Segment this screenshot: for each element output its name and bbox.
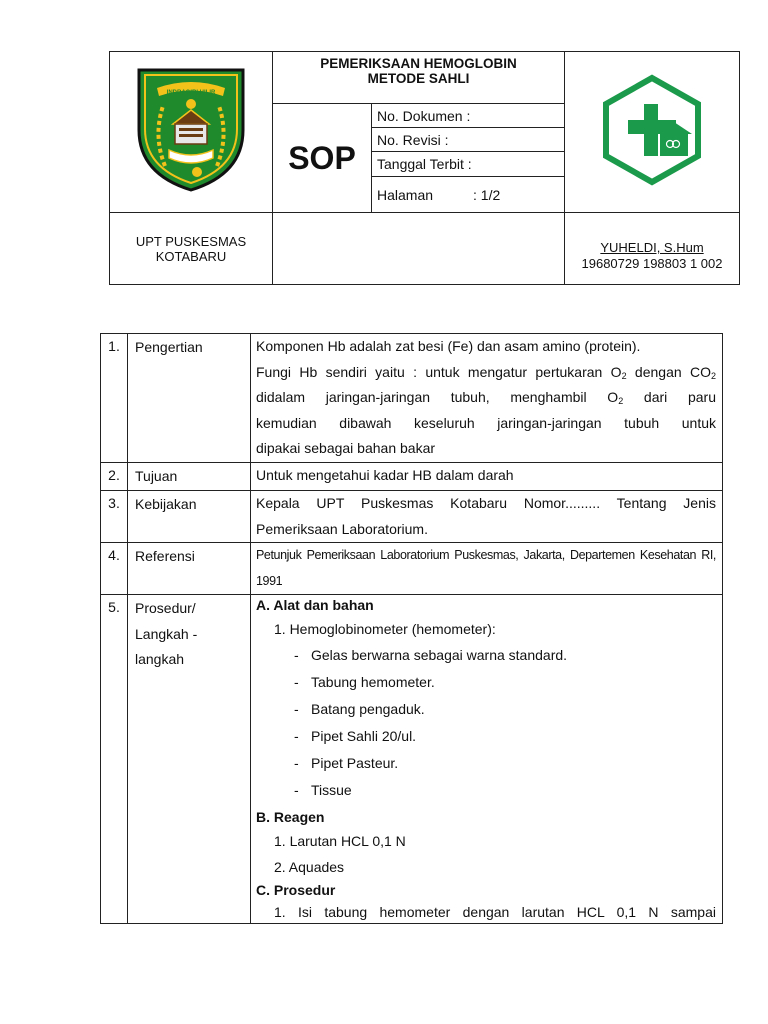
list-item: - Pipet Pasteur. [294, 755, 399, 771]
tanggal-terbit-field: Tanggal Terbit : [372, 152, 565, 177]
table-row: 4. Referensi Petunjuk Pemeriksaan Laboratorium Puskesmas, Jakarta, Departemen Kesehatan RI, 1991 [101, 543, 723, 595]
table-row: 5. Prosedur/ Langkah - langkah A. Alat dan bahan 1. Hemoglobinometer (hemometer): - Gelas berwarna sebagai warna standard. - Tabung hemometer. - Batang pengaduk. - Pipet Sahli 20/ul. - Pipet Pasteur. - Tissue B. Reagen 1. Larutan HCL 0,1 N 2. Aquades C. Prosedur 1. Isi tabung hemometer dengan larutan HCL 0,1 N sampai [101, 595, 723, 924]
signer-nip: 19680729 198803 1 002 [581, 256, 723, 271]
list-item: 1. Larutan HCL 0,1 N [274, 833, 406, 849]
halaman-field: Halaman : 1/2 [372, 177, 565, 213]
signer-name: YUHELDI, S.Hum [600, 240, 704, 255]
list-item: - Batang pengaduk. [294, 701, 425, 717]
table-row: 3. Kebijakan Kepala UPT Puskesmas Kotabaru Nomor......... Tentang Jenis Pemeriksaan Laboratorium. [101, 491, 723, 543]
section-heading: C. Prosedur [256, 882, 336, 898]
no-revisi-field: No. Revisi : [372, 128, 565, 152]
tujuan-text: Untuk mengetahui kadar HB dalam darah [251, 462, 723, 491]
pengertian-text: Komponen Hb adalah zat besi (Fe) dan asam amino (protein). Fungi Hb sendiri yaitu : untuk mengatur pertukaran $O_2$ dengan $CO_2$ didalam jaringan-jaringan tubuh, menghambil $O_2$ dari paru kemudian dibawah keseluruh jaringan-jaringan tubuh untuk dipakai sebagai bahan bakar [251, 334, 723, 463]
section-heading: A. Alat dan bahan [256, 597, 374, 613]
signer-block [565, 213, 740, 285]
puskesmas-logo-cell [565, 52, 740, 213]
organization-name: UPT PUSKESMAS KOTABARU [110, 213, 273, 285]
list-item: - Pipet Sahli 20/ul. [294, 728, 417, 744]
regency-emblem-icon [135, 66, 247, 194]
sop-header-table [109, 51, 740, 285]
list-item: 1. Isi tabung hemometer dengan larutan HCL 0,1 N sampai [274, 904, 716, 920]
table-row: 1. Pengertian Komponen Hb adalah zat besi (Fe) dan asam amino (protein). Fungi Hb sendiri yaitu : untuk mengatur pertukaran $O_2$ dengan $CO_2$ didalam jaringan-jaringan tubuh, menghambil $O_2$ dari paru kemudian dibawah keseluruh jaringan-jaringan tubuh untuk dipakai sebagai bahan bakar [101, 334, 723, 463]
document-title: PEMERIKSAAN HEMOGLOBIN METODE SAHLI [273, 52, 565, 104]
sop-content-table [100, 333, 723, 924]
list-item: 1. Hemoglobinometer (hemometer): [274, 621, 496, 637]
section-heading: B. Reagen [256, 809, 325, 825]
puskesmas-logo-icon [602, 74, 702, 186]
no-dokumen-field: No. Dokumen : [372, 104, 565, 128]
regency-emblem-cell [110, 52, 273, 213]
prosedur-text [251, 595, 723, 924]
blank-signature-cell [273, 213, 565, 285]
sop-label: SOP [273, 104, 372, 213]
kebijakan-text: Kepala UPT Puskesmas Kotabaru Nomor......... Tentang Jenis Pemeriksaan Laboratorium. [251, 491, 723, 543]
list-item: - Gelas berwarna sebagai warna standard. [294, 647, 568, 663]
list-item: - Tissue [294, 782, 352, 798]
list-item: 2. Aquades [274, 859, 345, 875]
prosedur-label: Prosedur/ Langkah - langkah [128, 595, 251, 924]
table-row: 2. Tujuan Untuk mengetahui kadar HB dalam darah [101, 462, 723, 491]
emblem-banner: INDRAGIRI HILIR [166, 89, 216, 96]
list-item: - Tabung hemometer. [294, 674, 435, 690]
referensi-text: Petunjuk Pemeriksaan Laboratorium Puskesmas, Jakarta, Departemen Kesehatan RI, 1991 [251, 543, 723, 595]
